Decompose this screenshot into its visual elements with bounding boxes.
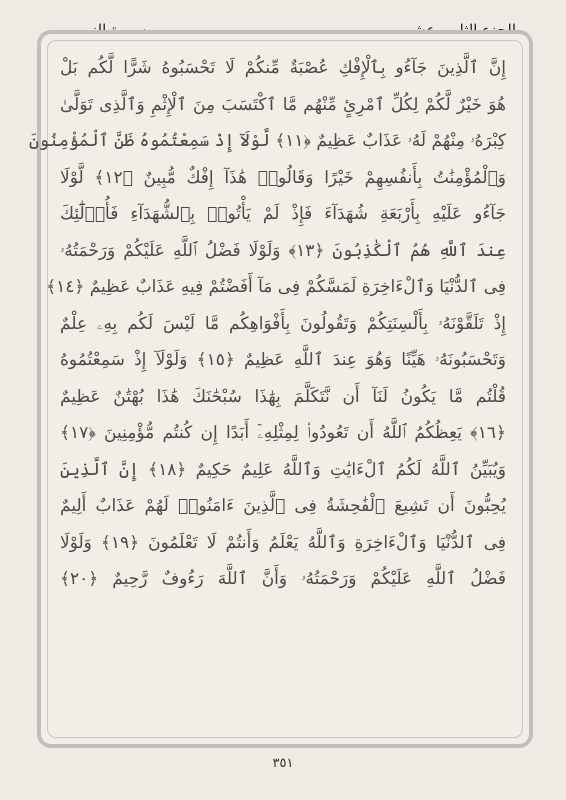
text-line: عِندَ ٱللَّهِ هُمُ ٱلْكَٰذِبُونَ ﴿١٣﴾ وَلَوْلَا فَضْلُ ٱللَّهِ عَلَيْكُمْ وَرَحْمَتُهُۥ: [60, 240, 506, 261]
text-line: هُوَ خَيْرٌ لَّكُمْ لِكُلِّ ٱمْرِئٍ مِّنْهُم مَّا ٱكْتَسَبَ مِنَ ٱلْإِثْمِ وَٱلَّذِى تَوَلَّىٰ: [60, 94, 506, 115]
text-line: جَآءُو عَلَيْهِ بِأَرْبَعَةِ شُهَدَآءَ فَإِذْ لَمْ يَأْتُوا۟ بِٱلشُّهَدَآءِ فَأُو۟لَٰٓئِكَ: [60, 204, 506, 224]
text-line: ﴿١٦﴾ يَعِظُكُمُ ٱللَّهُ أَن تَعُودُوا۟ لِمِثْلِهِۦٓ أَبَدًا إِن كُنتُم مُّؤْمِنِينَ ﴿١٧﴾: [60, 423, 506, 443]
page-footer: [0, 752, 566, 771]
text-line: وَيُبَيِّنُ ٱللَّهُ لَكُمُ ٱلْءَايَٰتِ وَٱللَّهُ عَلِيمٌ حَكِيمٌ ﴿١٨﴾ إِنَّ ٱلَّذِينَ: [60, 459, 507, 480]
text-line: فِى ٱلدُّنْيَا وَٱلْءَاخِرَةِ وَٱللَّهُ يَعْلَمُ وَأَنتُمْ لَا تَعْلَمُونَ ﴿١٩﴾ وَلَوْلَا: [60, 532, 506, 553]
quran-text: [29, 50, 507, 598]
page-number: ٣٥١: [267, 756, 300, 771]
text-line: إِذْ تَلَقَّوْنَهُۥ بِأَلْسِنَتِكُمْ وَتَقُولُونَ بِأَفْوَاهِكُم مَّا لَيْسَ لَكُم بِهِۦ عِلْمٌ: [60, 313, 506, 334]
text-line: وَٱلْمُؤْمِنَٰتُ بِأَنفُسِهِمْ خَيْرًا وَقَالُوا۟ هَٰذَآ إِفْكٌ مُّبِينٌ ﴿١٢﴾ لَّوْلَا: [60, 167, 506, 188]
text-line: وَتَحْسَبُونَهُۥ هَيِّنًا وَهُوَ عِندَ ٱللَّهِ عَظِيمٌ ﴿١٥﴾ وَلَوْلَآ إِذْ سَمِعْتُمُوهُ: [60, 350, 506, 370]
text-line: كِبْرَهُۥ مِنْهُمْ لَهُۥ عَذَابٌ عَظِيمٌ ﴿١١﴾ لَّوْلَآ إِذْ سَمِعْتُمُوهُ ظَنَّ ٱلْمُؤْمِنُونَ: [29, 131, 506, 151]
text-line: إِنَّ ٱلَّذِينَ جَآءُو بِٱلْإِفْكِ عُصْبَةٌ مِّنكُمْ لَا تَحْسَبُوهُ شَرًّا لَّكُم بَلْ: [60, 58, 506, 78]
text-line: يُحِبُّونَ أَن تَشِيعَ ٱلْفَٰحِشَةُ فِى ٱلَّذِينَ ءَامَنُوا۟ لَهُمْ عَذَابٌ أَلِيمٌ: [60, 496, 506, 516]
text-line: فِى ٱلدُّنْيَا وَٱلْءَاخِرَةِ لَمَسَّكُمْ فِى مَآ أَفَضْتُمْ فِيهِ عَذَابٌ عَظِيمٌ ﴿١٤﴾: [46, 277, 506, 297]
text-line: فَضْلُ ٱللَّهِ عَلَيْكُمْ وَرَحْمَتُهُۥ وَأَنَّ ٱللَّهَ رَءُوفٌ رَّحِيمٌ ﴿٢٠﴾: [60, 569, 506, 589]
text-line: قُلْتُم مَّا يَكُونُ لَنَآ أَن نَّتَكَلَّمَ بِهَٰذَا سُبْحَٰنَكَ هَٰذَا بُهْتَٰنٌ عَظِيمٌ: [60, 386, 506, 407]
